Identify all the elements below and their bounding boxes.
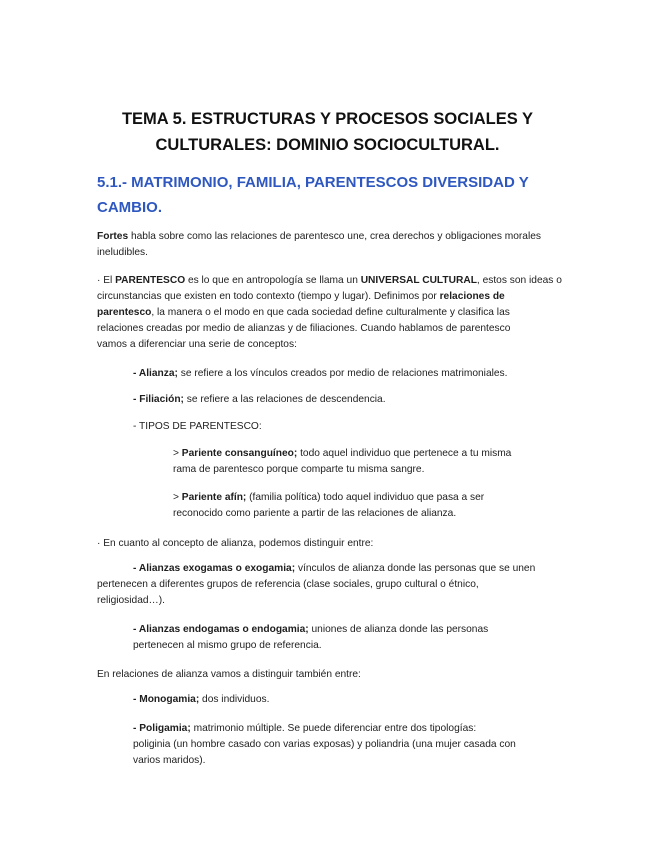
item-monogamia: - Monogamia; dos individuos. <box>133 694 270 705</box>
section-heading-line-1: 5.1.- MATRIMONIO, FAMILIA, PARENTESCOS DIVERSIDAD Y <box>97 174 529 191</box>
item-pariente-consanguineo: > Pariente consanguíneo; todo aquel individuo que pertenece a tu misma rama de parentesco porque comparte tu misma sangre. <box>173 448 512 475</box>
section-heading-line-2: CAMBIO. <box>97 199 162 216</box>
item-alianza: - Alianza; se refiere a los vínculos creados por medio de relaciones matrimoniales. <box>133 368 508 379</box>
title-line-2: CULTURALES: DOMINIO SOCIOCULTURAL. <box>155 136 500 154</box>
paragraph-parentesco: · El PARENTESCO es lo que en antropología se llama un UNIVERSAL CULTURAL, estos son ideas o circunstancias que existen en todo contexto (tiempo y lugar). Definimos por relaciones de parentesco, la manera o el modo en que cada sociedad define culturalmente y clasifica las relaciones creadas por medio de alianzas y de filiaciones. Cuando hablamos de parentesco vamos a diferenciar una serie de conceptos: <box>97 275 562 350</box>
item-tipos-parentesco: - TIPOS DE PARENTESCO: <box>133 421 262 432</box>
item-alianzas-exogamas: - Alianzas exogamas o exogamia; vínculos de alianza donde las personas que se unen pertenecen a diferentes grupos de referencia (clase sociales, grupo cultural o étnico, religiosidad…). <box>97 563 536 606</box>
paragraph-concepto-alianza: · En cuanto al concepto de alianza, podemos distinguir entre: <box>97 538 374 549</box>
item-pariente-afin: > Pariente afín; (familia política) todo aquel individuo que pasa a ser reconocido como pariente a partir de las relaciones de alianza. <box>173 492 485 519</box>
item-alianzas-endogamas: - Alianzas endogamas o endogamia; uniones de alianza donde las personas pertenecen al mismo grupo de referencia. <box>133 624 489 651</box>
paragraph-relaciones-alianza: En relaciones de alianza vamos a distinguir también entre: <box>97 669 361 680</box>
item-poligamia: - Poligamia; matrimonio múltiple. Se puede diferenciar entre dos tipologías: poliginia (un hombre casado con varias exposas) y poliandria (una mujer casada con varios maridos). <box>133 723 516 766</box>
page-title <box>60 106 595 158</box>
title-line-1: TEMA 5. ESTRUCTURAS Y PROCESOS SOCIALES Y <box>121 110 534 128</box>
section-heading <box>97 170 537 220</box>
fortes-bold: Fortes <box>97 231 129 242</box>
paragraph-fortes: Fortes habla sobre como las relaciones de parentesco une, crea derechos y obligaciones morales ineludibles. <box>97 231 541 258</box>
item-filiacion: - Filiación; se refiere a las relaciones de descendencia. <box>133 394 386 405</box>
